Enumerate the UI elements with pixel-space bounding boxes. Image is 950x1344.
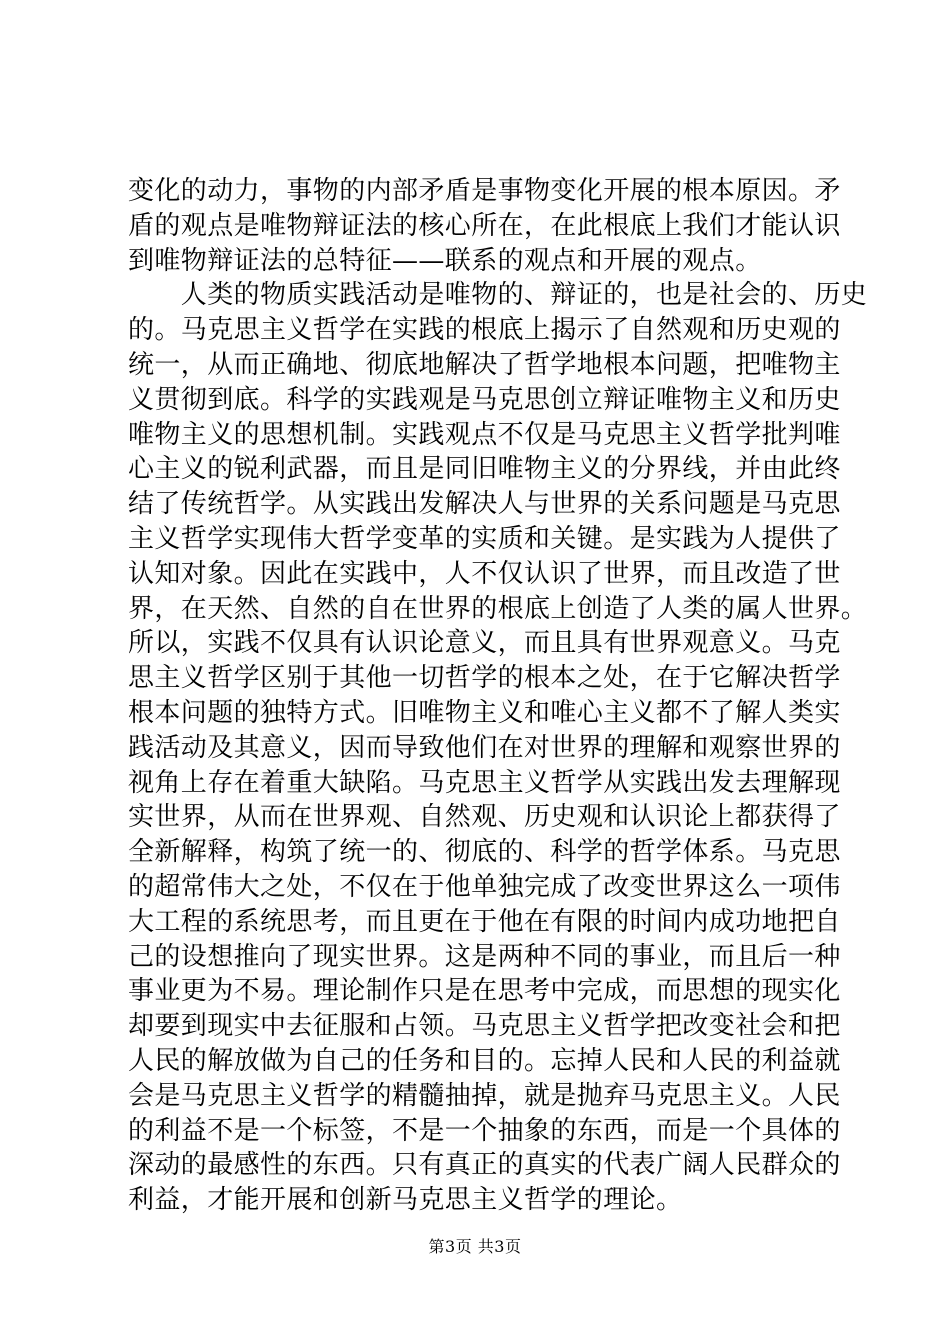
text-line: 结了传统哲学。从实践出发解决人与世界的关系问题是马克思 (128, 489, 841, 520)
text-line: 的利益不是一个标签，不是一个抽象的东西，而是一个具体的 (128, 1115, 841, 1146)
text-line: 全新解释，构筑了统一的、彻底的、科学的哲学体系。马克思 (128, 837, 841, 868)
text-line: 认知对象。因此在实践中，人不仅认识了世界，而且改造了世 (128, 558, 841, 589)
text-line: 界，在天然、自然的自在世界的根底上创造了人类的属人世界。 (128, 593, 868, 624)
text-line: 利益，才能开展和创新马克思主义哲学的理论。 (128, 1185, 683, 1216)
text-line: 到唯物辩证法的总特征——联系的观点和开展的观点。 (128, 245, 762, 276)
text-line: 变化的动力，事物的内部矛盾是事物变化开展的根本原因。矛 (128, 176, 841, 206)
text-line: 人类的物质实践活动是唯物的、辩证的，也是社会的、历史 (128, 280, 868, 311)
body-text (128, 174, 868, 1218)
text-line: 会是马克思主义哲学的精髓抽掉，就是抛弃马克思主义。人民 (128, 1080, 841, 1111)
text-line: 事业更为不易。理论制作只是在思考中完成，而思想的现实化 (128, 976, 841, 1007)
text-line: 大工程的系统思考，而且更在于他在有限的时间内成功地把自 (128, 906, 841, 937)
text-line: 主义哲学实现伟大哲学变革的实质和关键。是实践为人提供了 (128, 523, 841, 554)
text-line: 践活动及其意义，因而导致他们在对世界的理解和观察世界的 (128, 732, 841, 763)
text-line: 义贯彻到底。科学的实践观是马克思创立辩证唯物主义和历史 (128, 384, 841, 415)
text-line: 己的设想推向了现实世界。这是两种不同的事业，而且后一种 (128, 941, 841, 972)
text-line: 盾的观点是唯物辩证法的核心所在，在此根底上我们才能认识 (128, 210, 841, 241)
text-line: 视角上存在着重大缺陷。马克思主义哲学从实践出发去理解现 (128, 767, 841, 798)
page-footer: 第3页 共3页 (428, 1237, 522, 1256)
text-line: 所以，实践不仅具有认识论意义，而且具有世界观意义。马克 (128, 628, 841, 659)
text-line: 人民的解放做为自己的任务和目的。忘掉人民和人民的利益就 (128, 1045, 841, 1076)
text-line: 的超常伟大之处，不仅在于他单独完成了改变世界这么一项伟 (128, 871, 841, 902)
text-line: 深动的最感性的东西。只有真正的真实的代表广阔人民群众的 (128, 1150, 841, 1181)
text-line: 的。马克思主义哲学在实践的根底上揭示了自然观和历史观的 (128, 315, 841, 346)
text-line: 根本问题的独特方式。旧唯物主义和唯心主义都不了解人类实 (128, 697, 841, 728)
text-line: 唯物主义的思想机制。实践观点不仅是马克思主义哲学批判唯 (128, 419, 841, 450)
text-line: 却要到现实中去征服和占领。马克思主义哲学把改变社会和把 (128, 1011, 841, 1042)
text-line: 思主义哲学区别于其他一切哲学的根本之处，在于它解决哲学 (128, 663, 841, 694)
text-line: 心主义的锐利武器，而且是同旧唯物主义的分界线，并由此终 (128, 454, 841, 485)
text-line: 实世界，从而在世界观、自然观、历史观和认识论上都获得了 (128, 802, 841, 833)
text-line: 统一，从而正确地、彻底地解决了哲学地根本问题，把唯物主 (128, 349, 841, 380)
